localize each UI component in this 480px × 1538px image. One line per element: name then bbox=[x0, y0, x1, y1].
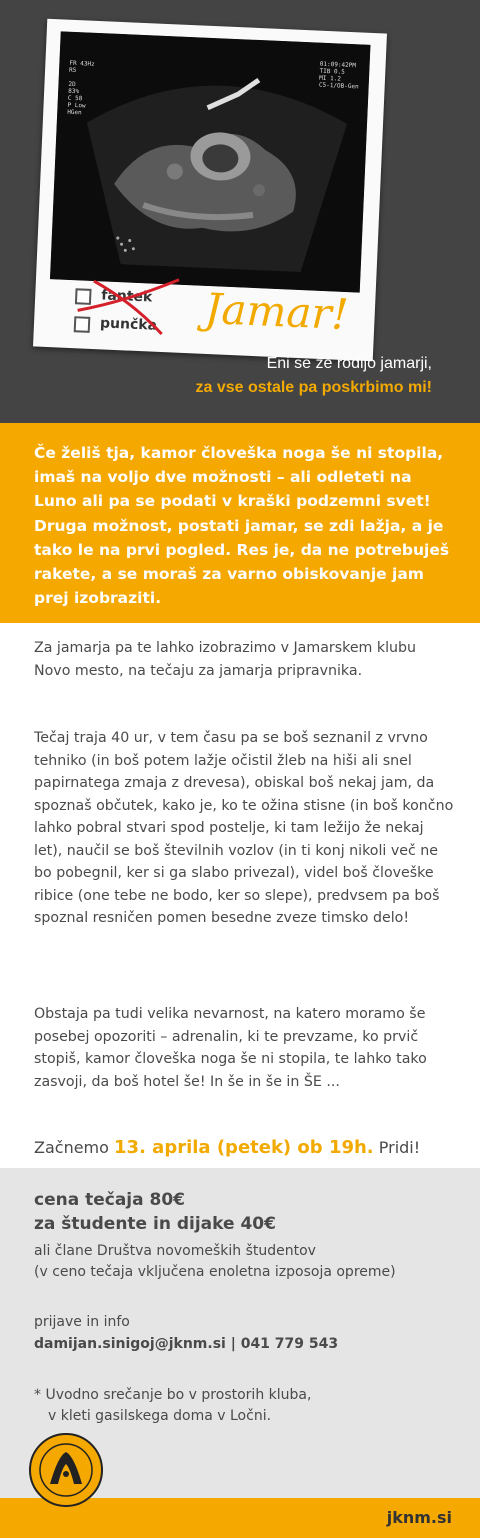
price-students: za študente in dijake 40€ bbox=[34, 1214, 276, 1234]
website-link[interactable]: jknm.si bbox=[386, 1508, 452, 1527]
hero-tagline-1: Eni se že rodijo jamarji, bbox=[266, 355, 432, 372]
red-cross-mark-icon bbox=[71, 270, 184, 345]
price-regular: cena tečaja 80€ bbox=[34, 1190, 186, 1210]
ultrasound-polaroid bbox=[33, 19, 387, 362]
meeting-note-2: v kleti gasilskega doma v Ločni. bbox=[48, 1408, 272, 1424]
checkbox-fantek-label: fantek bbox=[100, 287, 153, 306]
scan-settings-right: 01:09:42PM TIB 0.5 MI 1.2 C5-1/OB-Gen bbox=[318, 60, 359, 91]
registration-label: prijave in info bbox=[34, 1314, 130, 1330]
intro-text: Če želiš tja, kamor človeška noga še ni stopila, imaš na voljo dve možnosti – ali odleteti na Luno ali pa se podati v kraški podzemni svet! Druga možnost, postati jamar, se zdi lažja, a je tako le na prvi pogled. Res je, da ne potrebuješ rakete, a se moraš za varno obiskovanje jam prej izobraziti. bbox=[34, 444, 450, 608]
start-date-line bbox=[34, 1137, 420, 1158]
body-paragraph-2: Tečaj traja 40 ur, v tem času pa se boš seznanil z vrvno tehniko (in boš potem lažje očistil žleb na hiši ali snel papirnatega zmaja z drevesa), obiskal boš nekaj jam, da spoznaš občutek, kako je, ko te ožina stisne (in boš končno lahko pobral stvari spod postelje, ki tam ležijo že nekaj let), naučil se boš številnih vozlov (in ti konj nikoli več ne bo pobegnil, ker si ga slabo privezal), videl boš človeške ribice (one tebe ne bodo, ker so slepe), predvsem pa boš spoznal resničen pomen besedne zveze timsko delo! bbox=[34, 730, 454, 926]
equipment-note: (v ceno tečaja vključena enoletna izposoja opreme) bbox=[34, 1264, 396, 1280]
checkbox-puncka-label: punčka bbox=[99, 315, 158, 334]
club-logo-icon bbox=[28, 1432, 104, 1508]
body-paragraph-3: Obstaja pa tudi velika nevarnost, na katero moramo še posebej opozoriti – adrenalin, ki te prevzame, ko prvič stopiš, kamor človeška noga še ni stopila, te lahko tako zasvoji, da boš hotel še! In še in še in ŠE ... bbox=[34, 1006, 427, 1090]
dnms-members-line: ali člane Društva novomeških študentov bbox=[34, 1243, 316, 1259]
contact-details[interactable]: damijan.sinigoj@jknm.si | 041 779 543 bbox=[34, 1336, 339, 1352]
body-paragraph-1: Za jamarja pa te lahko izobrazimo v Jamarskem klubu Novo mesto, na tečaju za jamarja pripravnika. bbox=[34, 640, 417, 679]
meeting-note-1: * Uvodno srečanje bo v prostorih kluba, bbox=[34, 1387, 312, 1403]
hero-section bbox=[0, 0, 480, 423]
start-suffix: Pridi! bbox=[373, 1138, 421, 1157]
start-date: 13. aprila (petek) ob 19h. bbox=[114, 1137, 374, 1158]
intro-section bbox=[0, 423, 480, 623]
scan-settings-left: FR 43Hz R5 2D 83% C 58 P Low HGen bbox=[67, 59, 95, 117]
body-section bbox=[0, 623, 480, 1168]
jamar-headline: Jamar! bbox=[203, 283, 350, 340]
hero-tagline-2: za vse ostale pa poskrbimo mi! bbox=[195, 379, 432, 396]
start-prefix: Začnemo bbox=[34, 1138, 115, 1157]
ultrasound-scan-image bbox=[50, 31, 371, 292]
